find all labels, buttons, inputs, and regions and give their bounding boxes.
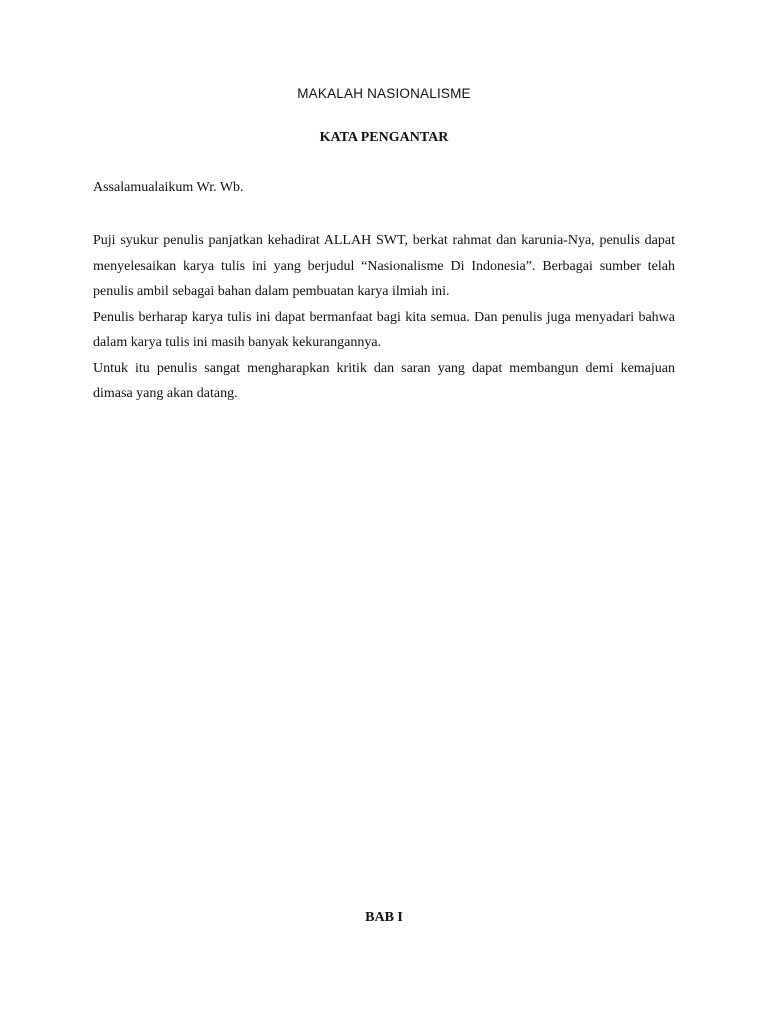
paragraph-1: Puji syukur penulis panjatkan kehadirat ALLAH SWT, berkat rahmat dan karunia-Nya, penulis dapat menyelesaikan karya tulis ini yang berjudul “Nasionalisme Di Indonesia”. Berbagai sumber telah penulis ambil sebagai bahan dalam pembuatan karya ilmiah ini. — [93, 233, 675, 299]
greeting-line: Assalamualaikum Wr. Wb. — [93, 180, 244, 195]
chapter-heading-bab-1: BAB I — [365, 910, 403, 925]
paragraph-2: Penulis berharap karya tulis ini dapat bermanfaat bagi kita semua. Dan penulis juga menyadari bahwa dalam karya tulis ini masih banyak kekurangannya. — [93, 309, 675, 350]
body-text — [93, 228, 675, 407]
paragraph-3: Untuk itu penulis sangat mengharapkan kritik dan saran yang dapat membangun demi kemajuan dimasa yang akan datang. — [93, 360, 675, 401]
section-heading-kata-pengantar: KATA PENGANTAR — [319, 130, 449, 145]
document-title: MAKALAH NASIONALISME — [297, 86, 471, 101]
